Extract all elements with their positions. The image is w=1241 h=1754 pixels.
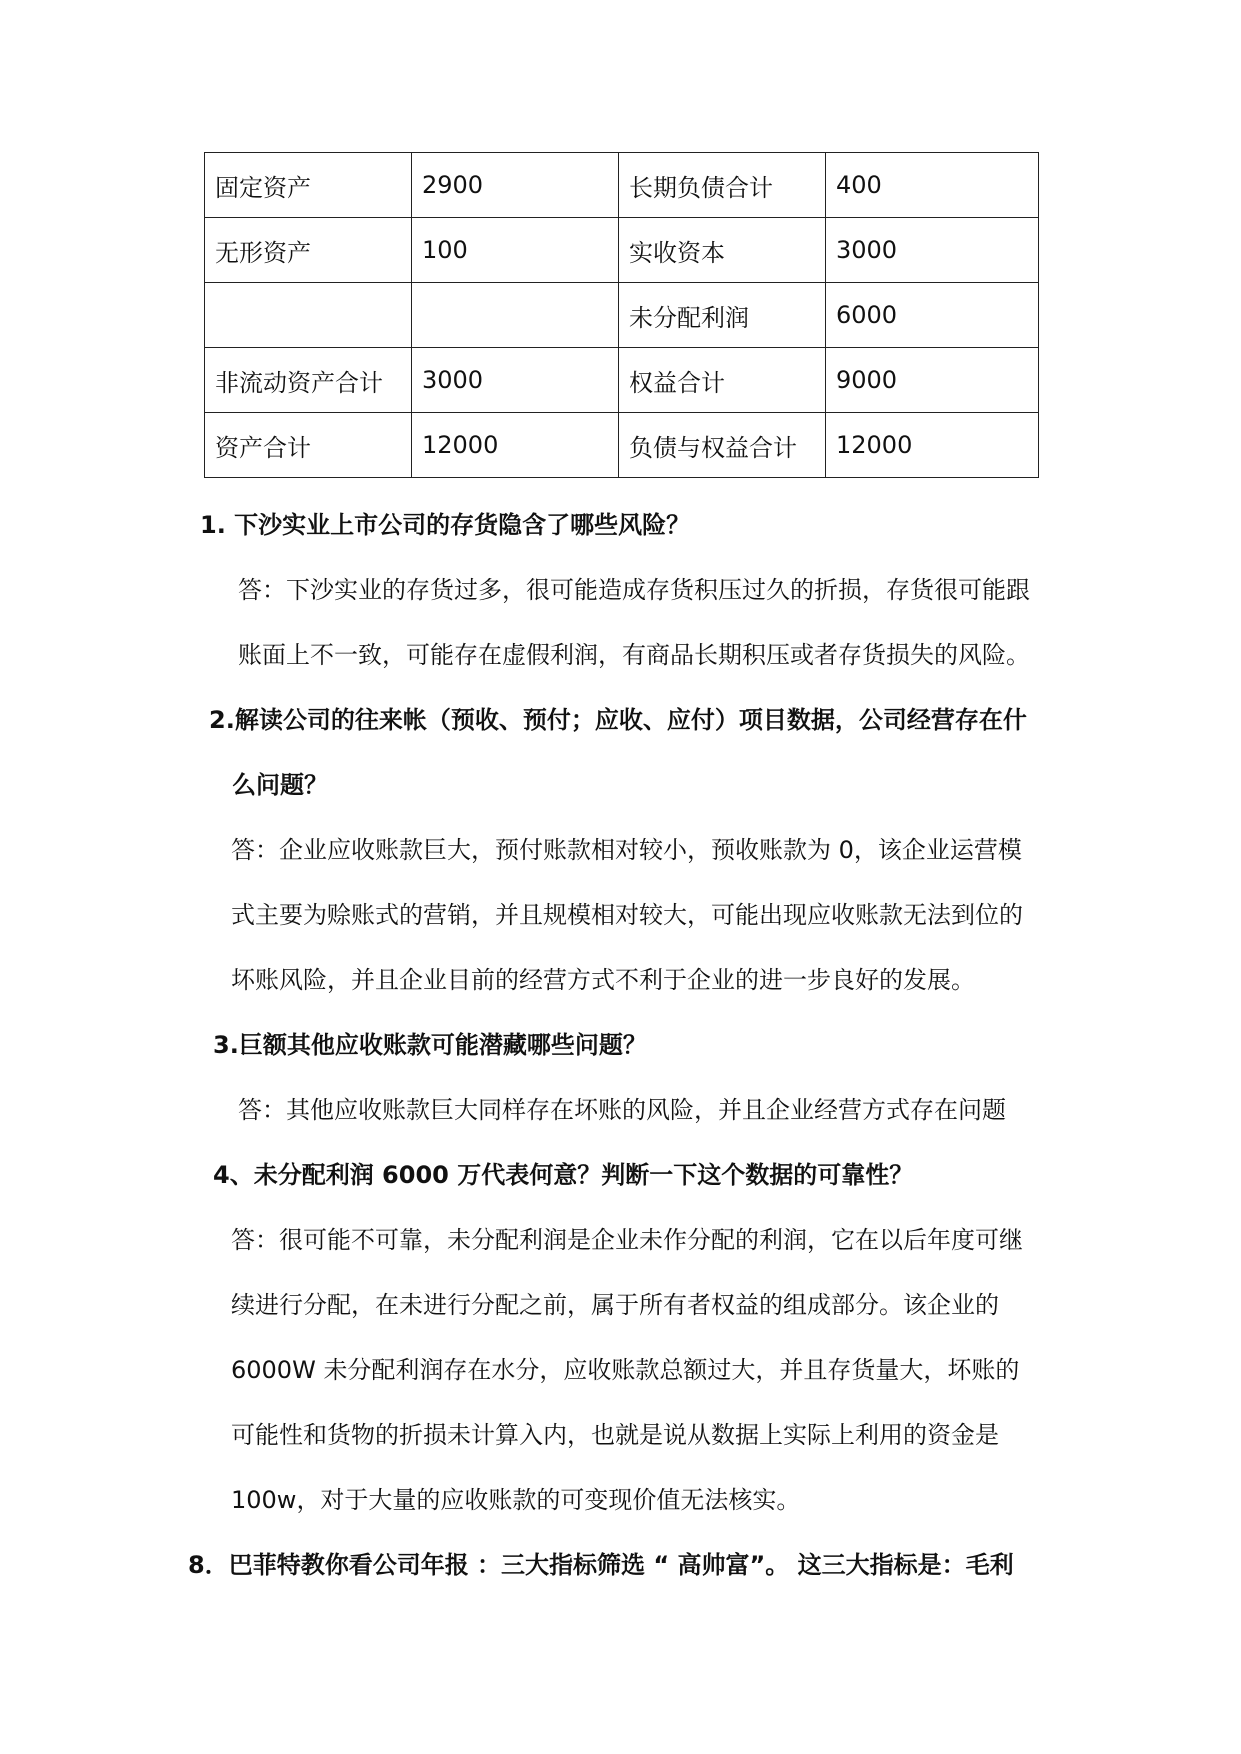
table-cell: 12000 xyxy=(412,413,619,478)
table-cell: 非流动资产合计 xyxy=(205,348,412,413)
table-row xyxy=(205,153,1039,218)
table-cell: 6000 xyxy=(826,283,1039,348)
table-cell: 未分配利润 xyxy=(619,283,826,348)
answer-2-line-1: 答：企业应收账款巨大，预付账款相对较小，预收账款为 0，该企业运营模 xyxy=(231,836,1022,864)
question-8: 8．巴菲特教你看公司年报 ：三大指标筛选 “ 高帅富”。 这三大指标是：毛利 xyxy=(188,1551,1014,1579)
table-cell: 固定资产 xyxy=(205,153,412,218)
question-4: 4、未分配利润 6000 万代表何意？判断一下这个数据的可靠性？ xyxy=(213,1161,914,1189)
table-cell: 资产合计 xyxy=(205,413,412,478)
answer-2-line-2: 式主要为赊账式的营销，并且规模相对较大，可能出现应收账款无法到位的 xyxy=(231,901,1023,929)
question-2-line-1: 2.解读公司的往来帐（预收、预付；应收、应付）项目数据，公司经营存在什 xyxy=(209,706,1027,734)
answer-4-line-4: 可能性和货物的折损未计算入内，也就是说从数据上实际上利用的资金是 xyxy=(231,1421,999,1449)
balance-sheet-table xyxy=(204,152,1039,478)
answer-1-line-1: 答：下沙实业的存货过多，很可能造成存货积压过久的折损，存货很可能跟 xyxy=(238,576,1030,604)
answer-2-line-3: 坏账风险，并且企业目前的经营方式不利于企业的进一步良好的发展。 xyxy=(231,966,975,994)
answer-4-line-3: 6000W 未分配利润存在水分，应收账款总额过大，并且存货量大，坏账的 xyxy=(231,1356,1020,1384)
question-1: 1. 下沙实业上市公司的存货隐含了哪些风险？ xyxy=(200,511,691,539)
table-cell: 无形资产 xyxy=(205,218,412,283)
table-cell: 12000 xyxy=(826,413,1039,478)
table-cell: 100 xyxy=(412,218,619,283)
table-cell: 9000 xyxy=(826,348,1039,413)
table-cell: 3000 xyxy=(826,218,1039,283)
table-row xyxy=(205,218,1039,283)
table-cell: 400 xyxy=(826,153,1039,218)
answer-1-line-2: 账面上不一致，可能存在虚假利润，有商品长期积压或者存货损失的风险。 xyxy=(238,641,1030,669)
table-row xyxy=(205,283,1039,348)
table-cell: 3000 xyxy=(412,348,619,413)
table-cell: 负债与权益合计 xyxy=(619,413,826,478)
table-cell xyxy=(205,283,412,348)
question-2-line-2: 么问题？ xyxy=(232,771,328,799)
table-cell: 2900 xyxy=(412,153,619,218)
answer-3-line-1: 答：其他应收账款巨大同样存在坏账的风险，并且企业经营方式存在问题 xyxy=(238,1096,1006,1124)
table-row xyxy=(205,413,1039,478)
answer-4-line-2: 续进行分配，在未进行分配之前，属于所有者权益的组成部分。该企业的 xyxy=(231,1291,999,1319)
table-cell: 权益合计 xyxy=(619,348,826,413)
answer-4-line-5: 100w，对于大量的应收账款的可变现价值无法核实。 xyxy=(231,1486,801,1514)
table-cell: 长期负债合计 xyxy=(619,153,826,218)
table-cell: 实收资本 xyxy=(619,218,826,283)
question-3: 3.巨额其他应收账款可能潜藏哪些问题？ xyxy=(213,1031,647,1059)
table-row xyxy=(205,348,1039,413)
table-cell xyxy=(412,283,619,348)
answer-4-line-1: 答：很可能不可靠，未分配利润是企业未作分配的利润，它在以后年度可继 xyxy=(231,1226,1023,1254)
